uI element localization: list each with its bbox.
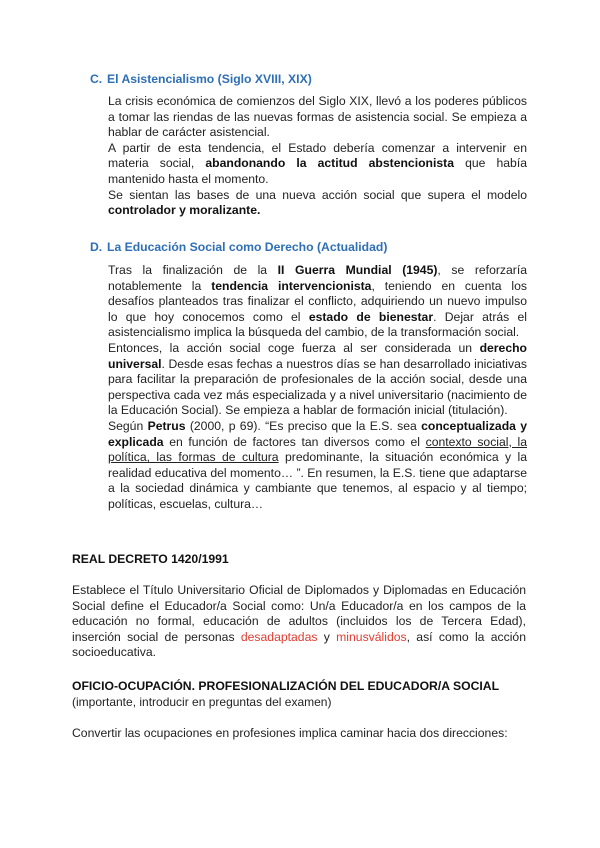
section-c-paragraph-2: [108, 141, 527, 188]
oficio-heading: [72, 679, 526, 695]
bold-text: controlador y moralizante.: [108, 203, 261, 218]
section-d-heading: [90, 240, 387, 254]
bold-text: tendencia intervencionista: [211, 278, 372, 293]
section-d-paragraph-3: [108, 419, 527, 513]
decreto-heading: [72, 552, 526, 568]
bold-text: REAL DECRETO 1420/1991: [72, 552, 229, 566]
text-run: Entonces, la acción social coge fuerza al ser considerada un: [108, 340, 473, 355]
text-run: (2000, p 69). “Es preciso que la E.S. sea: [189, 418, 417, 433]
text-run: Establece el Título Universitario Oficial de Diplomados y Diplomadas en Educación Social define el Educador/a Social como: Un/a Educador/a en los campos de la educación no formal, educación de adultos (incluidos los de Tercera Edad), inserción social de personas: [72, 583, 526, 644]
text-run: en función de factores tan diversos como el: [169, 434, 420, 449]
highlight-red-text: desadaptadas: [240, 629, 318, 644]
bold-text: derecho universal: [108, 340, 527, 371]
section-c-paragraph-3: [108, 188, 527, 219]
section-c-title: El Asistencialismo (Siglo XVIII, XIX): [107, 72, 312, 86]
text-run: , se reforzaría notablemente la: [108, 263, 527, 293]
decreto-body: [72, 583, 526, 661]
text-run: A partir de esta tendencia, el Estado debería comenzar a intervenir en materia social,: [108, 140, 527, 171]
text-run: y: [323, 629, 330, 644]
text-run: . Desde esas fechas a nuestros días se han desarrollado iniciativas para facilitar la preparación de profesionales de la acción social, desde una perspectiva cada vez más especializada y a nivel universitario (nacimiento de la Educación Social). Se empieza a hablar de formación inicial (titulación).: [108, 356, 527, 418]
text-run: , así como la acción socioeducativa.: [72, 629, 526, 660]
oficio-note: (importante, introducir en preguntas del examen): [72, 694, 332, 709]
highlight-red-text: minusválidos: [336, 629, 407, 644]
oficio-block: [72, 679, 526, 710]
text-run: . Dejar atrás el asistencialismo implica la búsqueda del cambio, de la transformación social.: [108, 309, 528, 340]
bold-text: II Guerra Mundial (1945): [277, 263, 438, 277]
text-run: predominante, la situación económica y la realidad educativa del momento… ”. En resumen, la E.S. tiene que adaptarse a la sociedad dinámica y cambiante que tenemos, al espacio y al tiempo; políticas, escuelas, cultura…: [108, 450, 528, 511]
section-c-paragraph-1: La crisis económica de comienzos del Siglo XIX, llevó a los poderes públicos a tomar las riendas de las nuevas formas de asistencia social. Se empieza a hablar de carácter asistencial.: [108, 94, 527, 140]
oficio-body: [72, 726, 526, 742]
section-d-body: [108, 263, 527, 513]
underlined-text: contexto social, la política, las formas de cultura: [108, 434, 527, 465]
section-d-paragraph-1: [108, 263, 527, 341]
bold-text: OFICIO-OCUPACIÓN. PROFESIONALIZACIÓN DEL EDUCADOR/A SOCIAL: [72, 679, 500, 693]
oficio-paragraph: Convertir las ocupaciones en profesiones implica caminar hacia dos direcciones:: [72, 726, 508, 740]
section-d-title: La Educación Social como Derecho (Actualidad): [107, 240, 388, 254]
text-run: Se sientan las bases de una nueva acción social que supera el modelo: [108, 187, 527, 202]
text-run: Tras la finalización de la: [108, 263, 268, 277]
bold-text: abandonando la actitud abstencionista: [205, 156, 454, 171]
section-c-body: [108, 94, 527, 219]
section-d-letter: D.: [90, 240, 103, 254]
decreto-paragraph: [72, 583, 526, 661]
decreto-heading-block: [72, 552, 526, 568]
bold-text: conceptualizada y explicada: [108, 418, 528, 449]
section-d-paragraph-2: [108, 341, 527, 419]
section-c-heading: [90, 72, 312, 86]
section-c-letter: C.: [90, 72, 103, 86]
text-run: Según: [108, 418, 144, 433]
text-run: que había mantenido hasta el momento.: [108, 156, 527, 186]
bold-text: Petrus: [147, 418, 186, 433]
text-run: , teniendo en cuenta los desafíos planteados tras finalizar el conflicto, adquiriendo un nuevo impulso lo que hoy conocemos como el: [108, 278, 528, 324]
bold-text: estado de bienestar: [308, 309, 434, 324]
